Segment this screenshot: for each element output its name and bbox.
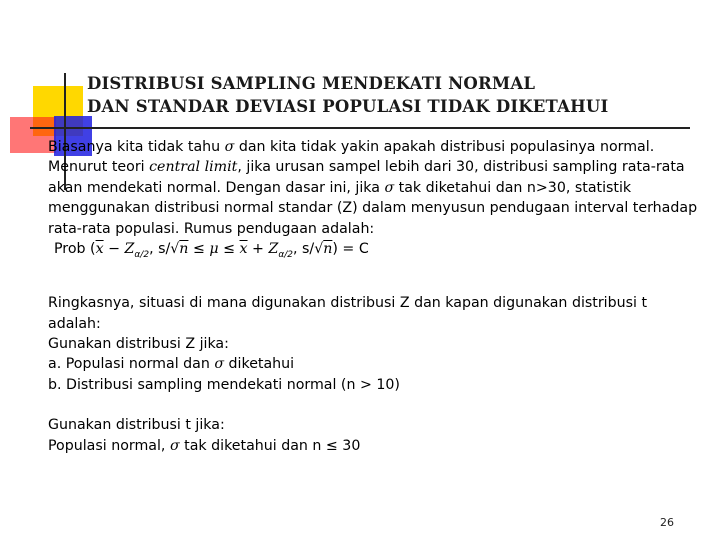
intro-text-1: Biasanya kita tidak tahu xyxy=(48,139,225,155)
interval-formula xyxy=(48,239,700,265)
spacer xyxy=(48,265,700,293)
spacer xyxy=(48,395,700,415)
formula-xbar: $\overline{x}$ xyxy=(95,241,104,258)
formula-leq: ≤ xyxy=(218,241,240,258)
formula-mu: μ xyxy=(209,241,219,258)
sigma-symbol: σ xyxy=(169,437,180,454)
formula-n: n xyxy=(179,241,189,258)
intro-paragraph xyxy=(48,137,700,239)
summary-intro: Ringkasnya, situasi di mana digunakan distribusi Z dan kapan digunakan distribusi t adalah: xyxy=(48,295,648,332)
formula-plus: + xyxy=(247,241,269,258)
formula-prob: Prob ( xyxy=(54,241,96,258)
t-item-text: Populasi normal, xyxy=(48,437,170,454)
z-item-b: b. Distribusi sampling mendekati normal (n > 10) xyxy=(48,376,400,393)
z-item-a-text: a. Populasi normal dan xyxy=(48,356,215,373)
formula-xbar: $\overline{x}$ xyxy=(239,241,248,258)
t-heading: Gunakan distribusi t jika: xyxy=(48,417,225,434)
slide-body xyxy=(48,137,700,456)
page-number: 26 xyxy=(660,516,674,529)
intro-text-4: tak diketahui dan n>30, statistik menggunakan distribusi normal standar (Z) dalam menyusun pendugaan interval terhadap rata-rata populasi. Rumus pendugaan adalah: xyxy=(48,179,698,237)
t-item xyxy=(48,436,700,456)
formula-z: Z xyxy=(124,241,135,258)
formula-z: Z xyxy=(268,241,279,258)
central-limit-term: central limit xyxy=(149,159,238,176)
intro-text-2: dan kita tidak yakin apakah distribusi populasinya normal. Menurut teori xyxy=(48,139,655,176)
formula-minus: − xyxy=(103,241,125,258)
slide-title xyxy=(87,72,687,118)
formula-z-subscript: α/2 xyxy=(134,249,150,260)
z-item-a xyxy=(48,354,700,374)
formula-std-error: , s/√ xyxy=(293,241,324,258)
t-item-text-end: tak diketahui dan n ≤ 30 xyxy=(179,437,361,454)
horizontal-rule xyxy=(30,127,690,129)
z-heading: Gunakan distribusi Z jika: xyxy=(48,336,229,353)
formula-end: ) = C xyxy=(332,241,369,258)
z-item-a-text-end: diketahui xyxy=(224,356,295,373)
formula-z-subscript: α/2 xyxy=(278,249,294,260)
sigma-symbol: σ xyxy=(384,179,395,196)
formula-n: n xyxy=(323,241,333,258)
title-line-1: DISTRIBUSI SAMPLING MENDEKATI NORMAL xyxy=(87,74,536,93)
sigma-symbol: σ xyxy=(224,139,235,155)
formula-std-error: , s/√ xyxy=(149,241,180,258)
intro-text-3: , jika urusan sampel lebih dari 30, distribusi sampling rata-rata akan mendekati normal. Dengan dasar ini, jika xyxy=(48,159,685,196)
sigma-symbol: σ xyxy=(214,356,225,373)
formula-leq: ≤ xyxy=(188,241,210,258)
title-line-2: DAN STANDAR DEVIASI POPULASI TIDAK DIKETAHUI xyxy=(87,97,609,116)
